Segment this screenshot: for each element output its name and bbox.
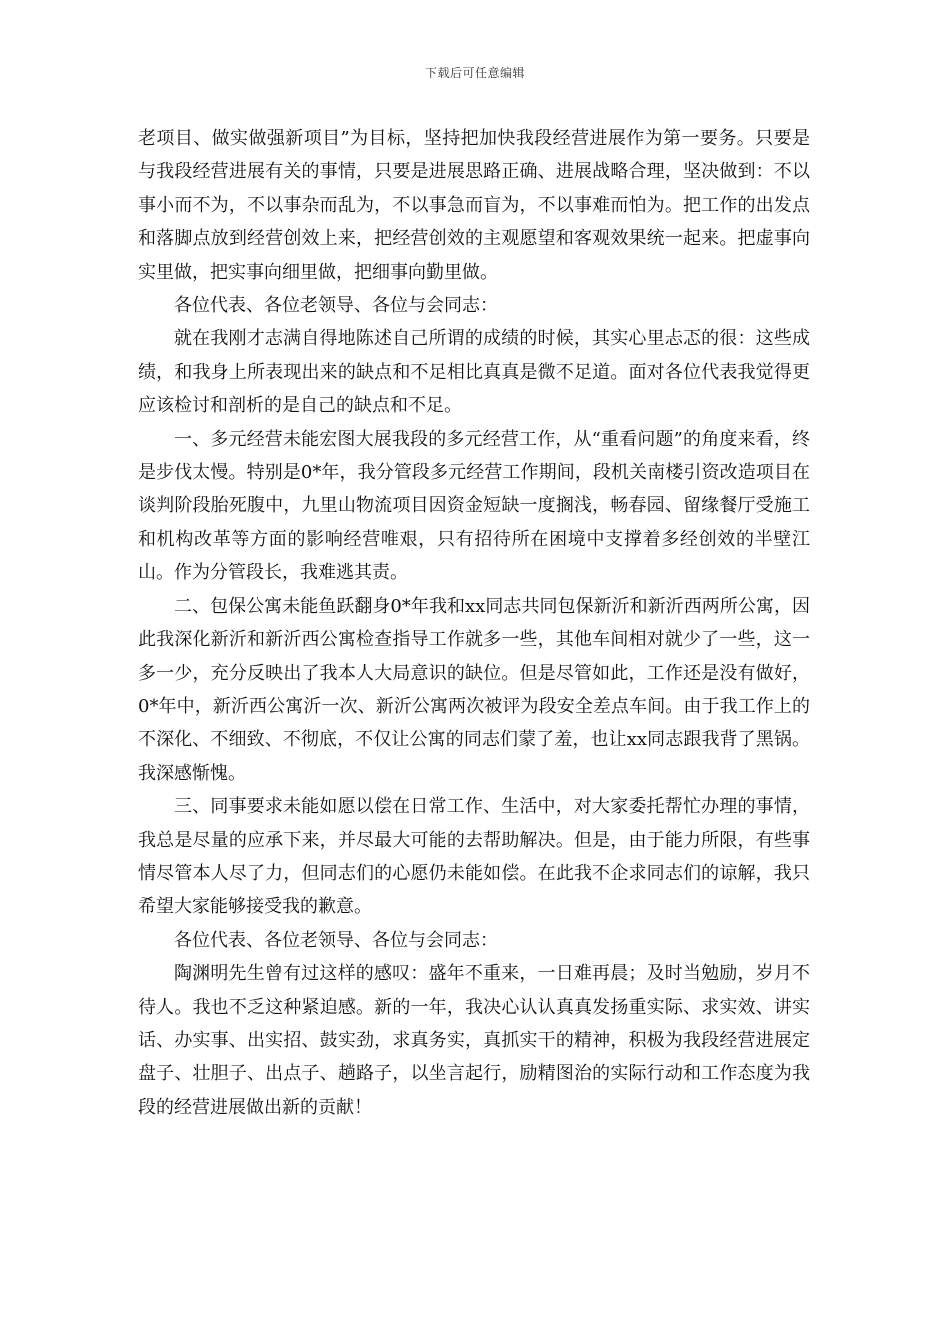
document-body xyxy=(138,122,810,1124)
paragraph-5-section-two: 二、包保公寓未能鱼跃翻身0*年我和xx同志共同包保新沂和新沂西两所公寓，因此我深化新沂和新沂西公寓检查指导工作就多一些，其他车间相对就少了一些，这一多一少，充分反映出了我本人大局意识的缺位。但是尽管如此，工作还是没有做好，0*年中，新沂西公寓沂一次、新沂公寓两次被评为段安全差点车间。由于我工作上的不深化、不细致、不彻底，不仅让公寓的同志们蒙了羞，也让xx同志跟我背了黑锅。我深感惭愧。 xyxy=(138,595,810,784)
page-header: 下载后可任意编辑 xyxy=(424,66,525,80)
paragraph-4-section-one: 一、多元经营未能宏图大展我段的多元经营工作，从“重看问题”的角度来看，终是步伐太慢。特别是0*年，我分管段多元经营工作期间，段机关南楼引资改造项目在谈判阶段胎死腹中，九里山物流项目因资金短缺一度搁浅，畅春园、留缘餐厅受施工和机构改革等方面的影响经营唯艰，只有招待所在困境中支撑着多经创效的半壁江山。作为分管段长，我难逃其责。 xyxy=(138,428,810,584)
paragraph-1: 老项目、做实做强新项目”为目标，坚持把加快我段经营进展作为第一要务。只要是与我段经营进展有关的事情，只要是进展思路正确、进展战略合理，坚决做到：不以事小而不为，不以事杂而乱为，不以事急而盲为，不以事难而怕为。把工作的出发点和落脚点放到经营创效上来，把经营创效的主观愿望和客观效果统一起来。把虚事向实里做，把实事向细里做，把细事向勤里做。 xyxy=(138,128,810,283)
paragraph-6-section-three: 三、同事要求未能如愿以偿在日常工作、生活中，对大家委托帮忙办理的事情，我总是尽量的应承下来，并尽最大可能的去帮助解决。但是，由于能力所限，有些事情尽管本人尽了力，但同志们的心愿仍未能如偿。在此我不企求同志们的谅解，我只希望大家能够接受我的歉意。 xyxy=(138,796,810,918)
paragraph-8-closing: 陶渊明先生曾有过这样的感叹：盛年不重来，一日难再晨；及时当勉励，岁月不待人。我也不乏这种紧迫感。新的一年，我决心认认真真发扬重实际、求实效、讲实话、办实事、出实招、鼓实劲，求真务实，真抓实干的精神，积极为我段经营进展定盘子、壮胆子、出点子、趟路子，以坐言起行，励精图治的实际行动和工作态度为我段的经营进展做出新的贡献！ xyxy=(138,963,810,1118)
paragraph-7-salutation: 各位代表、各位老领导、各位与会同志： xyxy=(174,929,498,951)
paragraph-2-salutation: 各位代表、各位老领导、各位与会同志： xyxy=(174,295,498,317)
paragraph-3: 就在我刚才志满自得地陈述自己所谓的成绩的时候，其实心里忐忑的很：这些成绩，和我身上所表现出来的缺点和不足相比真真是微不足道。面对各位代表我觉得更应该检讨和剖析的是自己的缺点和不足。 xyxy=(138,328,810,417)
